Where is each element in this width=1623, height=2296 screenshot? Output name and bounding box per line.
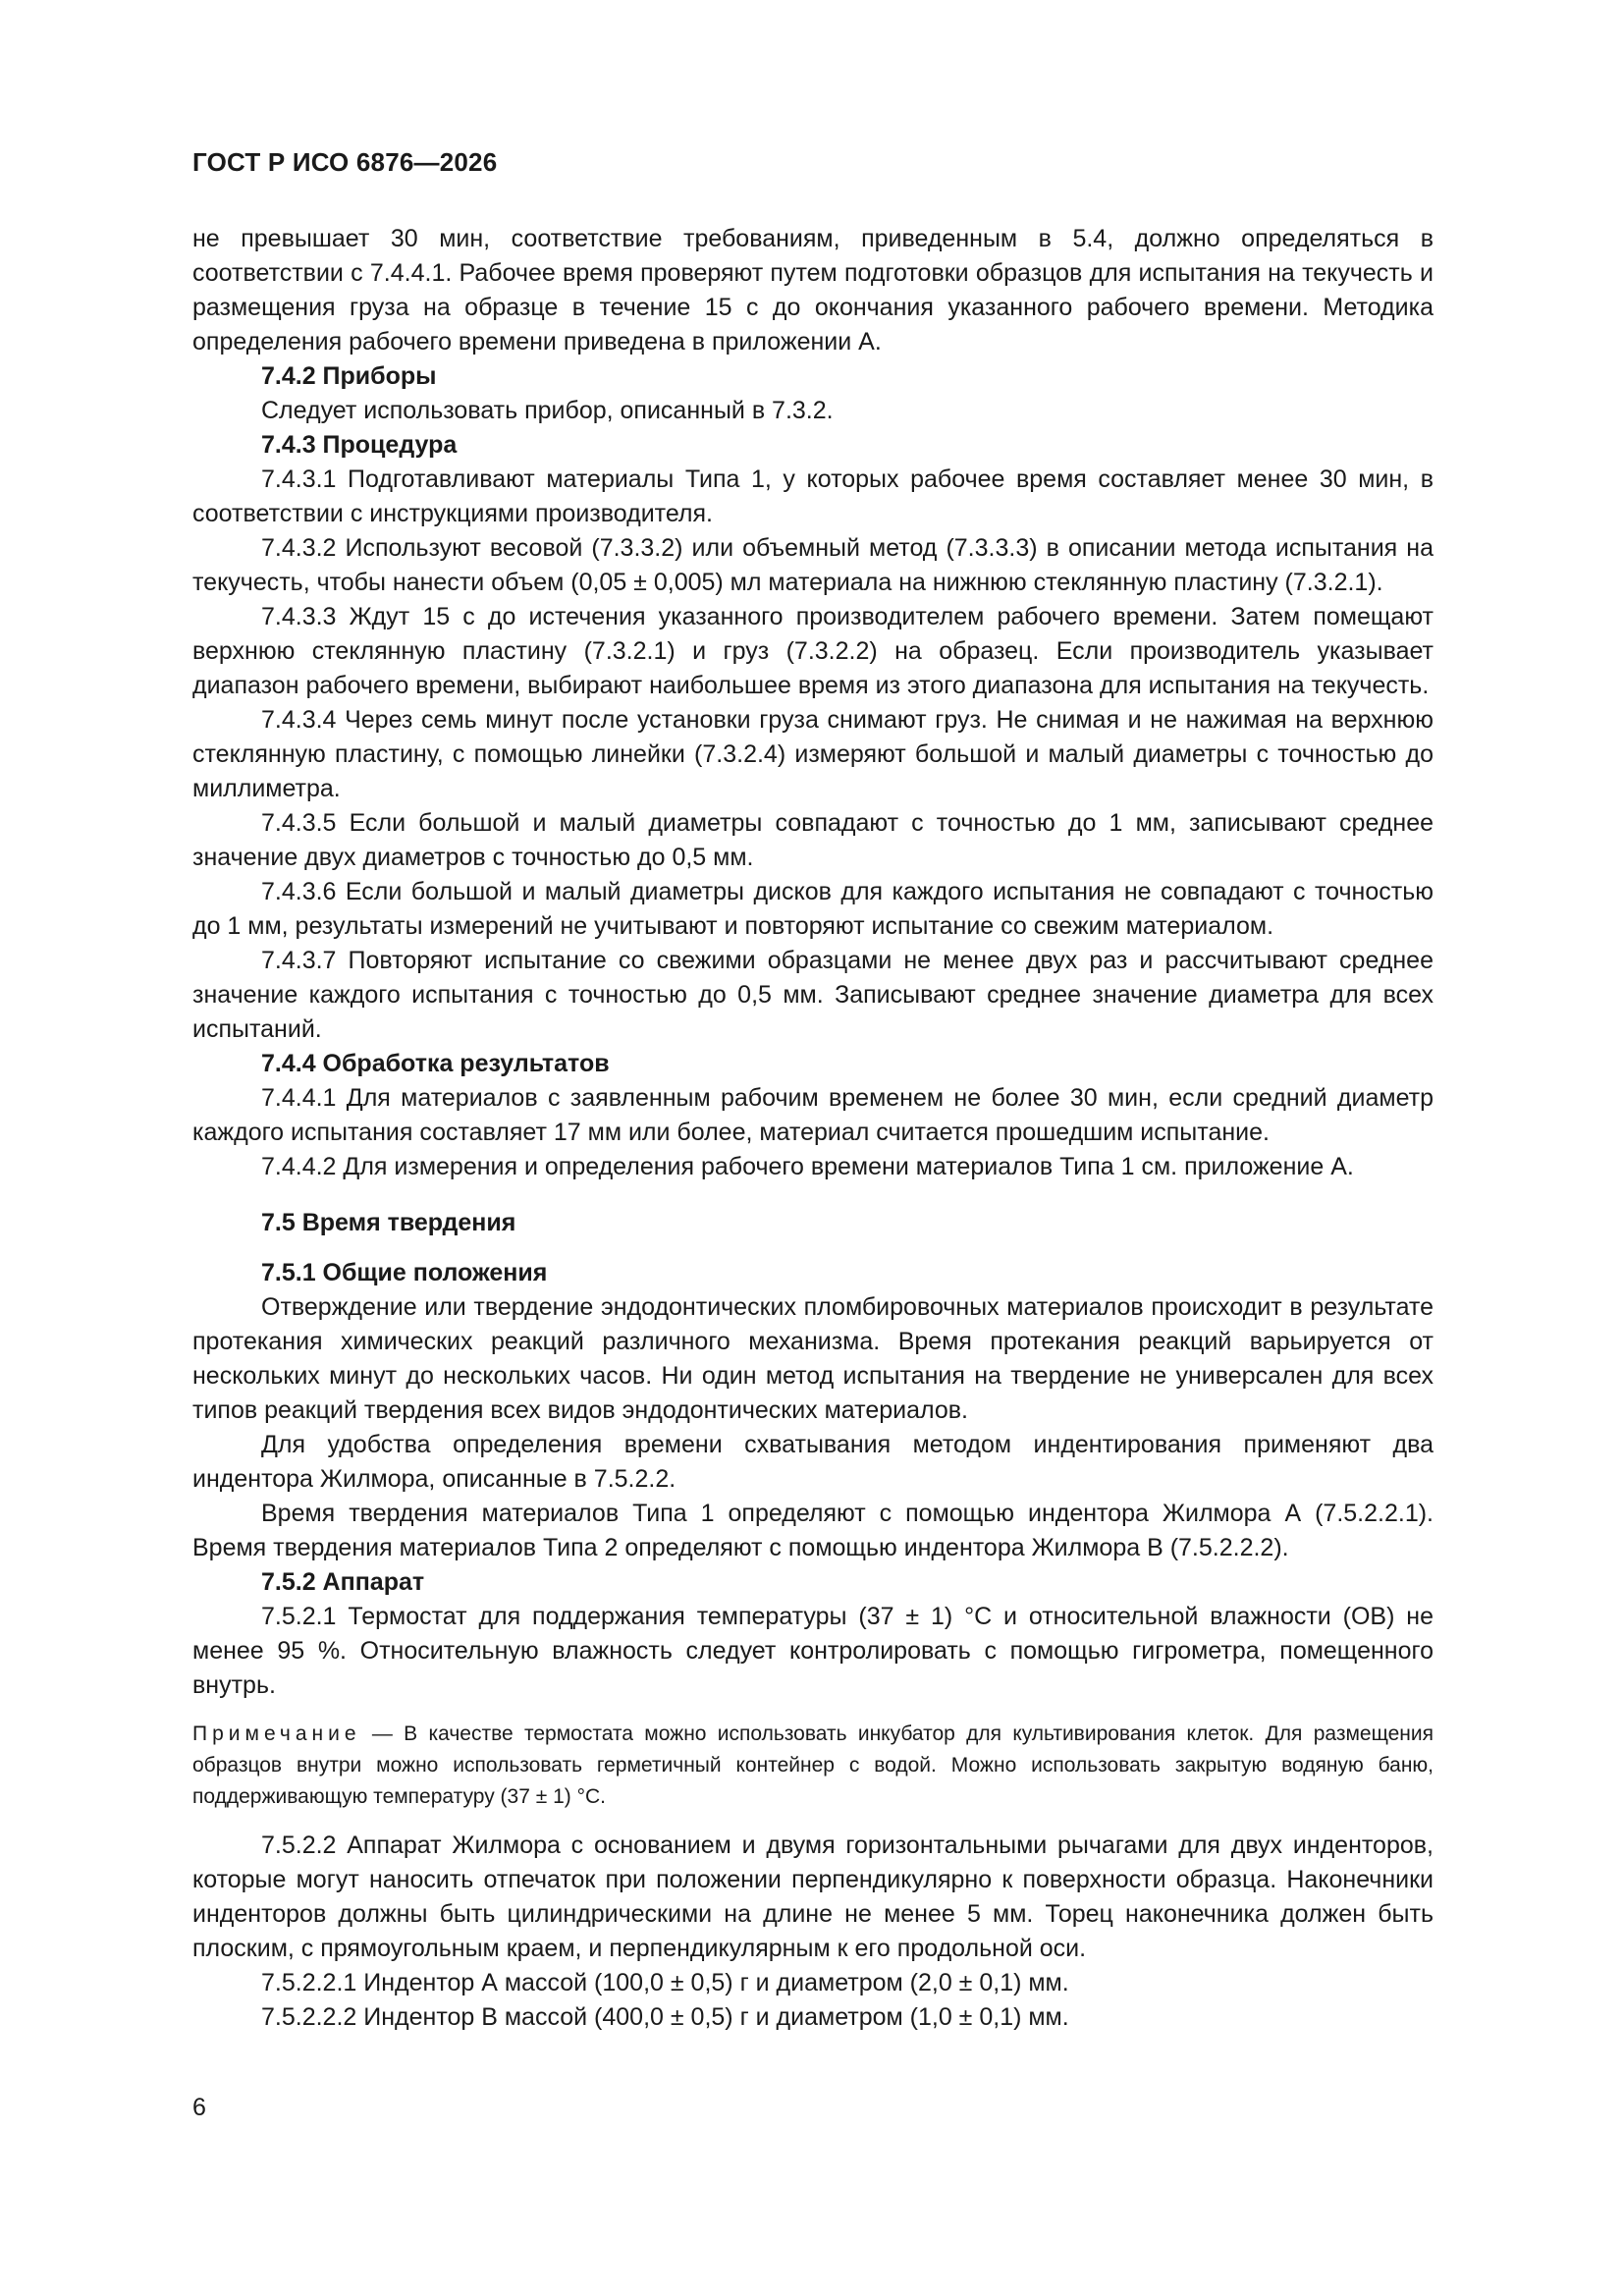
- heading-7-4-3: 7.4.3 Процедура: [261, 431, 458, 459]
- heading-7-5: 7.5 Время твердения: [261, 1209, 516, 1236]
- paragraph-7-4-4-2: 7.4.4.2 Для измерения и определения рабочего времени материалов Типа 1 см. приложение А.: [261, 1153, 1354, 1180]
- paragraph-7-5-1-a: Отверждение или твердение эндодонтических пломбировочных материалов происходит в результате протекания химических реакций различного механизма. Время протекания реакций варьируется от нескольких минут до нескольких часов. Ни один метод испытания на твердение не универсален для всех типов реакций твердения всех видов эндодонтических материалов.: [192, 1293, 1434, 1424]
- paragraph-7-4-3-2: 7.4.3.2 Используют весовой (7.3.3.2) или объемный метод (7.3.3.3) в описании метода испытания на текучесть, чтобы нанести объем (0,05 ± 0,005) мл материала на нижнюю стеклянную пластину (7.3.2.1).: [192, 534, 1434, 596]
- paragraph-7-5-2-2-2: 7.5.2.2.2 Индентор В массой (400,0 ± 0,5) г и диаметром (1,0 ± 0,1) мм.: [261, 2003, 1069, 2031]
- paragraph-7-4-3-4: 7.4.3.4 Через семь минут после установки груза снимают груз. Не снимая и не нажимая на верхнюю стеклянную пластину, с помощью линейки (7.3.2.4) измеряют большой и малый диаметры с точностью до миллиметра.: [192, 706, 1434, 802]
- heading-7-4-4: 7.4.4 Обработка результатов: [261, 1050, 610, 1077]
- paragraph-7-4-3-3: 7.4.3.3 Ждут 15 с до истечения указанного производителем рабочего времени. Затем помещают верхнюю стеклянную пластину (7.3.2.1) и груз (7.3.2.2) на образец. Если производитель указывает диапазон рабочего времени, выбирают наибольшее время из этого диапазона для испытания на текучесть.: [192, 603, 1434, 699]
- heading-7-5-2: 7.5.2 Аппарат: [261, 1568, 425, 1596]
- document-header: ГОСТ Р ИСО 6876—2026: [192, 147, 498, 177]
- paragraph-7-4-3-5: 7.4.3.5 Если большой и малый диаметры совпадают с точностью до 1 мм, записывают среднее значение двух диаметров с точностью до 0,5 мм.: [192, 809, 1434, 871]
- paragraph-7-4-3-7: 7.4.3.7 Повторяют испытание со свежими образцами не менее двух раз и рассчитывают среднее значение каждого испытания с точностью до 0,5 мм. Записывают среднее значение диаметра для всех испытаний.: [192, 947, 1434, 1043]
- note-text: — В качестве термостата можно использовать инкубатор для культивирования клеток. Для размещения образцов внутри можно использовать герметичный контейнер с водой. Можно использовать закрытую водяную баню, поддерживающую температуру (37 ± 1) °С.: [192, 1722, 1434, 1808]
- note: [192, 1719, 1434, 1813]
- note-label: Примечание: [192, 1722, 361, 1745]
- paragraph-7-5-1-b: Для удобства определения времени схватывания методом индентирования применяют два индентора Жилмора, описанные в 7.5.2.2.: [192, 1431, 1434, 1493]
- paragraph-7-4-3-6: 7.4.3.6 Если большой и малый диаметры дисков для каждого испытания не совпадают с точностью до 1 мм, результаты измерений не учитывают и повторяют испытание со свежим материалом.: [192, 878, 1434, 940]
- page-number: 6: [192, 2094, 206, 2121]
- paragraph-7-5-2-1: 7.5.2.1 Термостат для поддержания температуры (37 ± 1) °С и относительной влажности (ОВ) не менее 95 %. Относительную влажность следует контролировать с помощью гигрометра, помещенного внутрь.: [192, 1603, 1434, 1699]
- paragraph-7-5-2-2-1: 7.5.2.2.1 Индентор А массой (100,0 ± 0,5) г и диаметром (2,0 ± 0,1) мм.: [261, 1969, 1069, 1996]
- paragraph-7-4-3-1: 7.4.3.1 Подготавливают материалы Типа 1, у которых рабочее время составляет менее 30 мин, в соответствии с инструкциями производителя.: [192, 465, 1434, 527]
- document-body: [192, 222, 1434, 2035]
- paragraph-7-5-2-2: 7.5.2.2 Аппарат Жилмора с основанием и двумя горизонтальными рычагами для двух инденторов, которые могут наносить отпечаток при положении перпендикулярно к поверхности образца. Наконечники инденторов должны быть цилиндрическими на длине не менее 5 мм. Торец наконечника должен быть плоским, с прямоугольным краем, и перпендикулярным к его продольной оси.: [192, 1831, 1434, 1962]
- heading-7-4-2: 7.4.2 Приборы: [261, 362, 437, 390]
- heading-7-5-1: 7.5.1 Общие положения: [261, 1259, 548, 1286]
- paragraph-7-4-2: Следует использовать прибор, описанный в 7.3.2.: [261, 397, 834, 424]
- paragraph-continuation: не превышает 30 мин, соответствие требованиям, приведенным в 5.4, должно определяться в соответствии с 7.4.4.1. Рабочее время проверяют путем подготовки образцов для испытания на текучесть и размещения груза на образце в течение 15 с до окончания указанного рабочего времени. Методика определения рабочего времени приведена в приложении А.: [192, 225, 1434, 355]
- paragraph-7-4-4-1: 7.4.4.1 Для материалов с заявленным рабочим временем не более 30 мин, если средний диаметр каждого испытания составляет 17 мм или более, материал считается прошедшим испытание.: [192, 1084, 1434, 1146]
- paragraph-7-5-1-c: Время твердения материалов Типа 1 определяют с помощью индентора Жилмора А (7.5.2.2.1). Время твердения материалов Типа 2 определяют с помощью индентора Жилмора В (7.5.2.2.2).: [192, 1500, 1434, 1561]
